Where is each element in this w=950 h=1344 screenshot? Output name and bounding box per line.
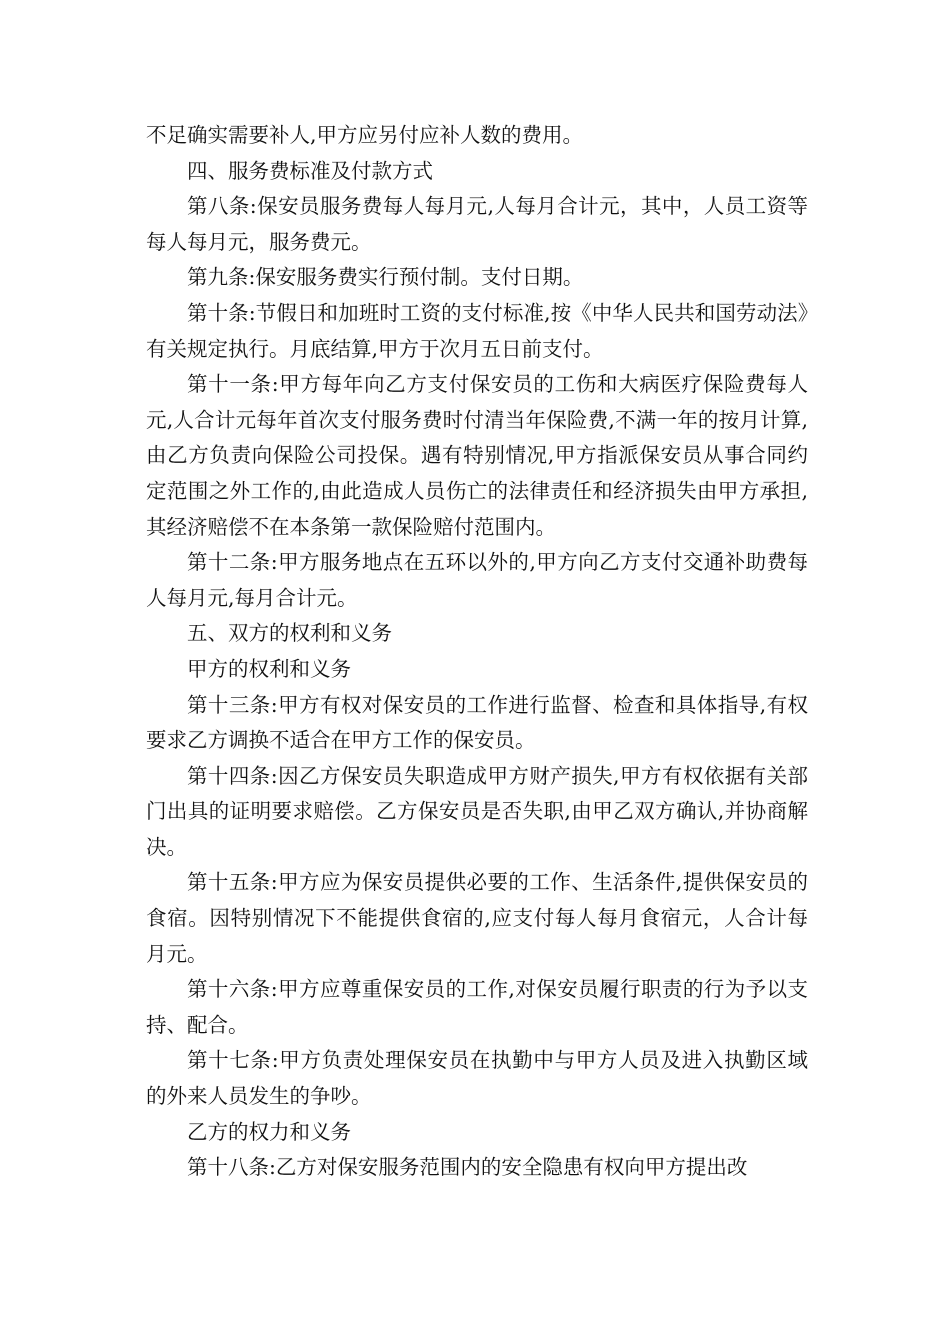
article-16: 第十六条:甲方应尊重保安员的工作,对保安员履行职责的行为予以支持、配合。 bbox=[146, 977, 808, 1037]
document-page bbox=[146, 118, 808, 1186]
article-8: 第八条:保安员服务费每人每月元,人每月合计元，其中，人员工资等每人每月元，服务费元。 bbox=[146, 194, 808, 254]
article-10: 第十条:节假日和加班时工资的支付标准,按《中华人民共和国劳动法》有关规定执行。月底结算,甲方于次月五日前支付。 bbox=[146, 300, 808, 361]
article-15: 第十五条:甲方应为保安员提供必要的工作、生活条件,提供保安员的食宿。因特别情况下不能提供食宿的,应支付每人每月食宿元，人合计每月元。 bbox=[146, 870, 808, 966]
paragraph-continuation: 不足确实需要补人,甲方应另付应补人数的费用。 bbox=[146, 123, 584, 147]
section-heading-fee-standard: 四、服务费标准及付款方式 bbox=[187, 158, 433, 183]
article-9: 第九条:保安服务费实行预付制。支付日期。 bbox=[187, 265, 584, 290]
subheading-party-a: 甲方的权利和义务 bbox=[187, 656, 351, 681]
article-17: 第十七条:甲方负责处理保安员在执勤中与甲方人员及进入执勤区域的外来人员发生的争吵。 bbox=[146, 1048, 808, 1109]
article-14: 第十四条:因乙方保安员失职造成甲方财产损失,甲方有权依据有关部门出具的证明要求赔偿。乙方保安员是否失职,由甲乙双方确认,并协商解决。 bbox=[146, 763, 808, 859]
article-13: 第十三条:甲方有权对保安员的工作进行监督、检查和具体指导,有权要求乙方调换不适合在甲方工作的保安员。 bbox=[146, 692, 808, 753]
article-12: 第十二条:甲方服务地点在五环以外的,甲方向乙方支付交通补助费每人每月元,每月合计元。 bbox=[146, 550, 808, 610]
article-18: 第十八条:乙方对保安服务范围内的安全隐患有权向甲方提出改 bbox=[187, 1155, 748, 1180]
article-11: 第十一条:甲方每年向乙方支付保安员的工伤和大病医疗保险费每人元,人合计元每年首次支付服务费时付清当年保险费,不满一年的按月计算,由乙方负责向保险公司投保。遇有特别情况,甲方指派保安员从事合同约定范围之外工作的,由此造成人员伤亡的法律责任和经济损失由甲方承担,其经济赔偿不在本条第一款保险赔付范围内。 bbox=[146, 372, 808, 539]
subheading-party-b: 乙方的权力和义务 bbox=[187, 1119, 351, 1144]
section-heading-rights-obligations: 五、双方的权利和义务 bbox=[187, 621, 392, 646]
